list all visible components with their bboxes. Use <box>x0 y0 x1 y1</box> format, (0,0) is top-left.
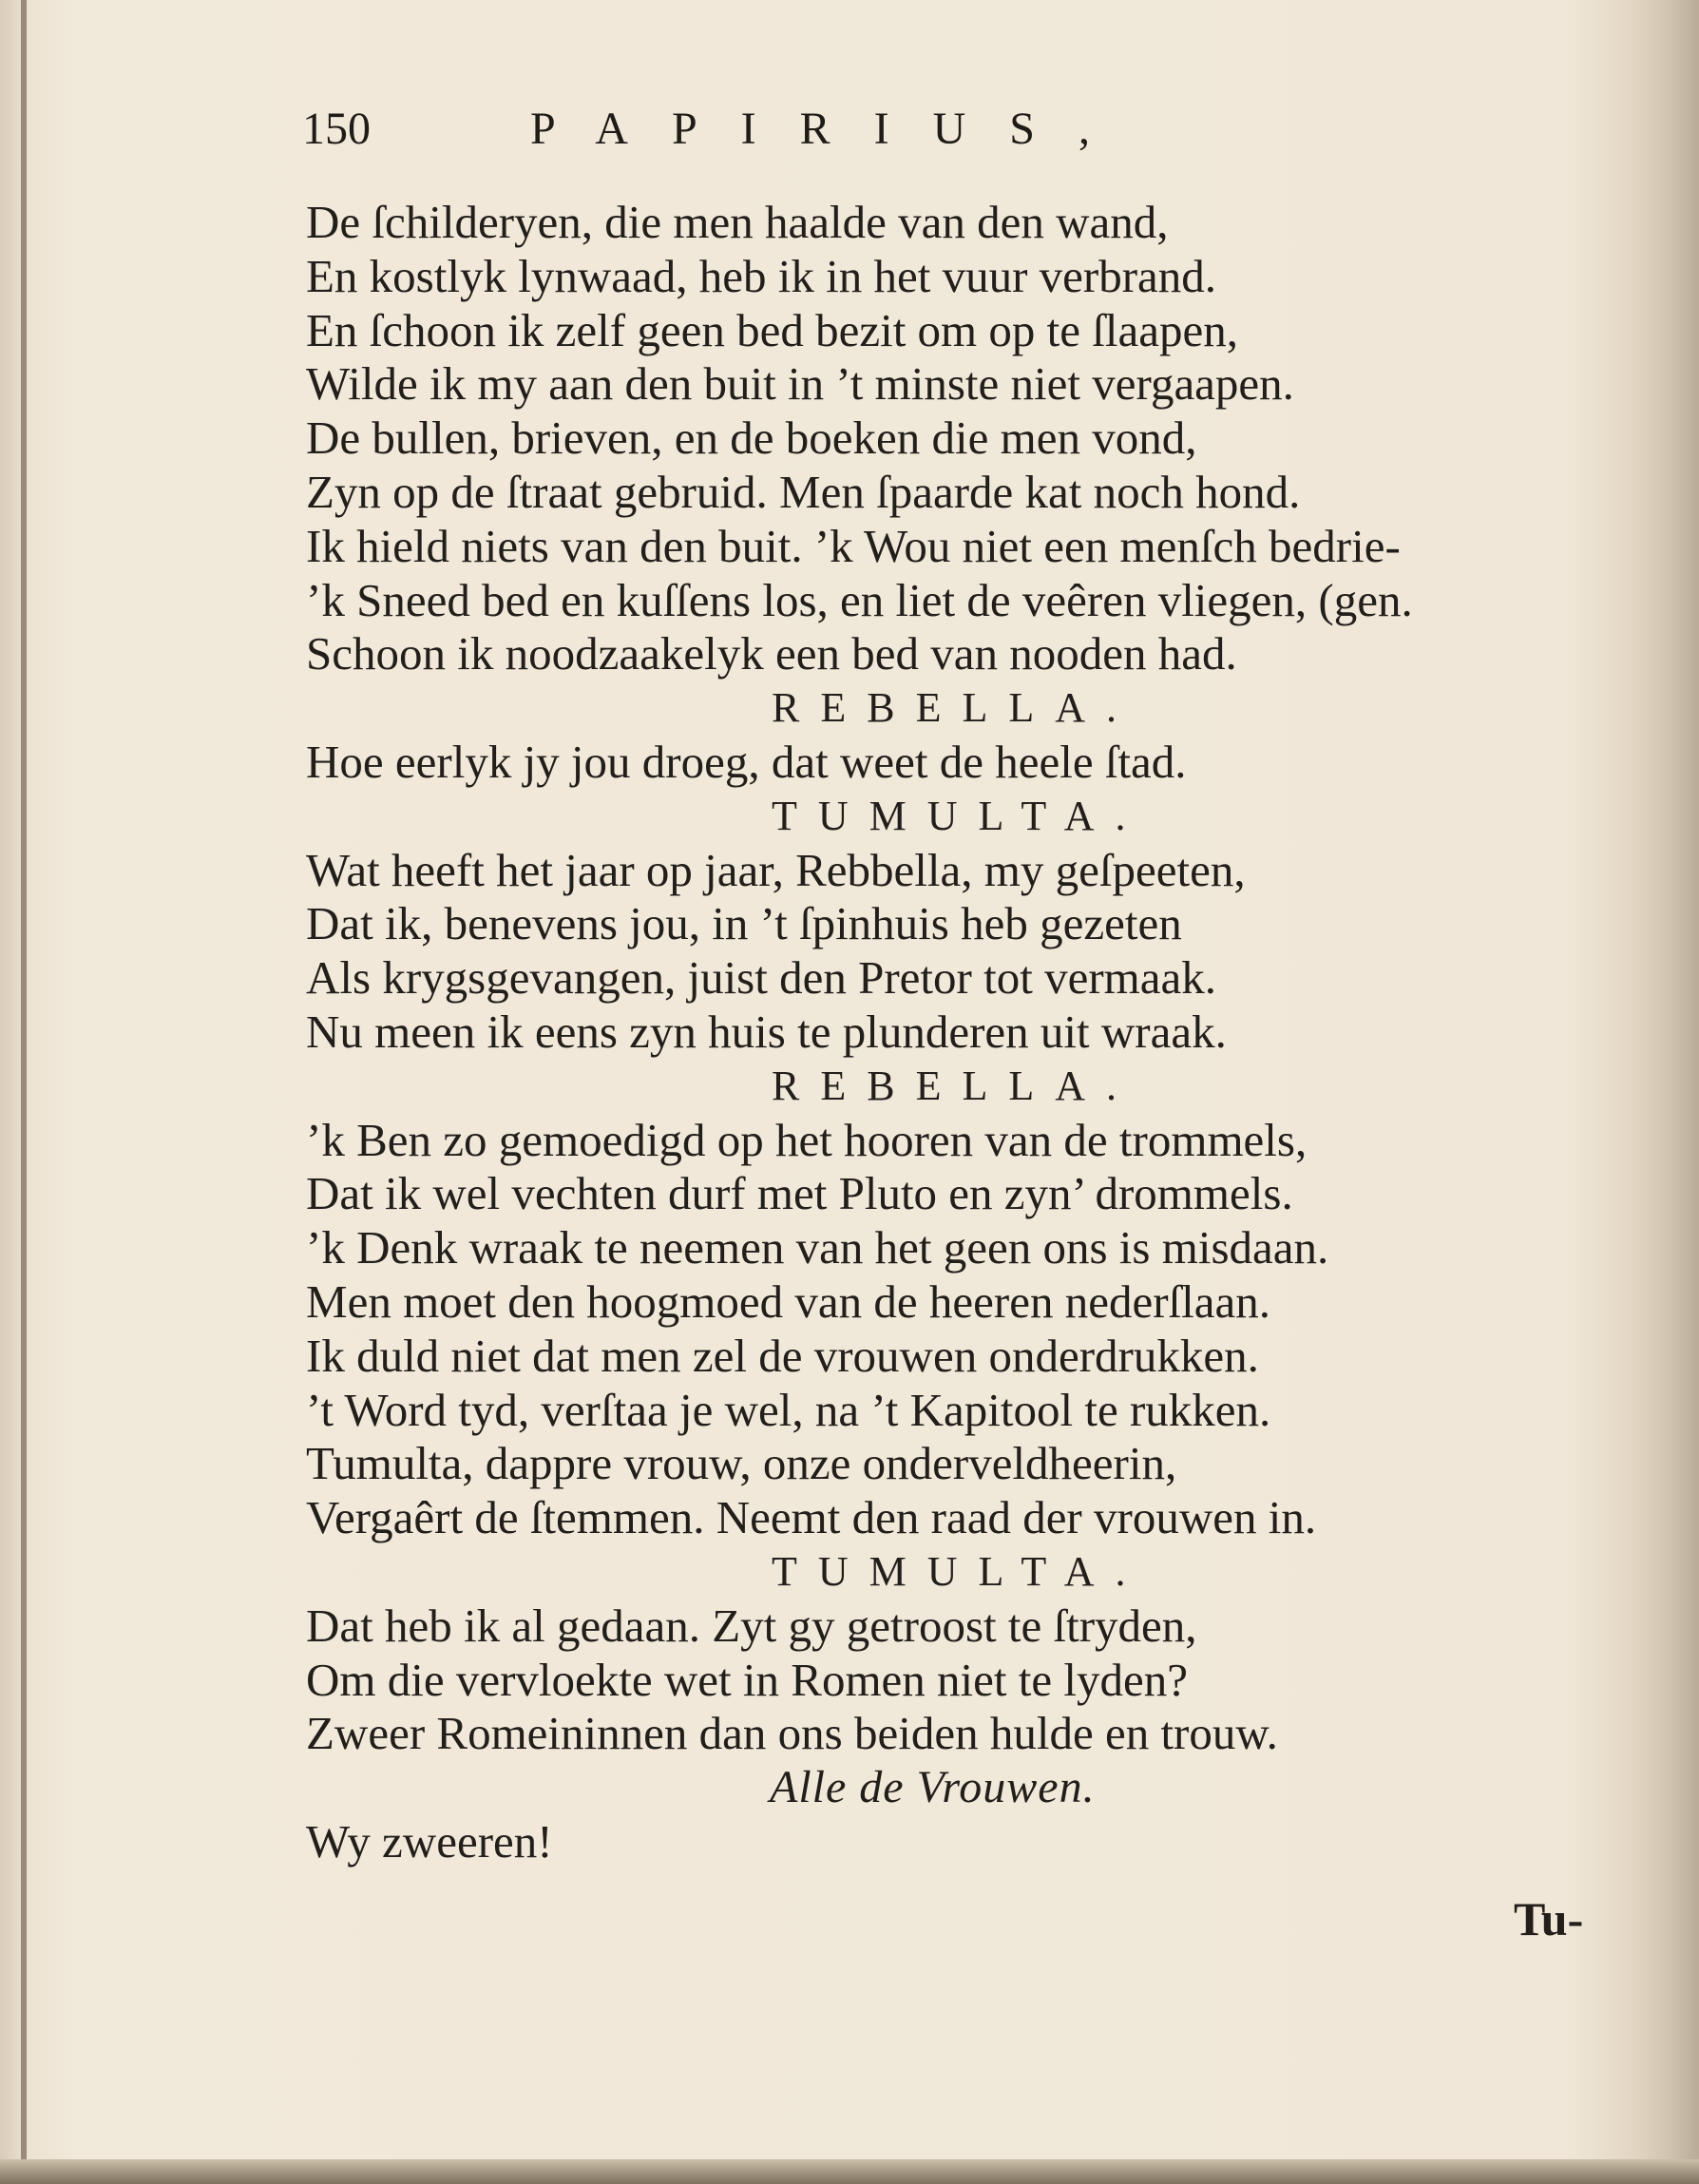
verse-text <box>306 196 1617 1869</box>
verse-line: Nu meen ik eens zyn huis te plunderen uit wraak. <box>306 1005 1227 1058</box>
page-header <box>302 103 1537 169</box>
verse-line: Tumulta, dappre vrouw, onze onderveldheerin, <box>306 1437 1177 1490</box>
verse-line: De ſchilderyen, die men haalde van den wand, <box>306 196 1169 248</box>
speaker-name: REBELLA. <box>772 684 1137 732</box>
binding-edge <box>21 0 27 2184</box>
running-title: PAPIRIUS, <box>530 104 1134 154</box>
verse-line: Dat heb ik al gedaan. Zyt gy getroost te ſtryden, <box>306 1599 1197 1652</box>
verse-line: ’k Sneed bed en kuſſens los, en liet de veêren vliegen, (gen. <box>306 573 1413 626</box>
speaker-name: REBELLA. <box>772 1062 1137 1109</box>
verse-line: En kostlyk lynwaad, heb ik in het vuur verbrand. <box>306 249 1217 302</box>
verse-line: Hoe eerlyk jy jou droeg, dat weet de heele ſtad. <box>306 735 1187 788</box>
verse-line: Als krygsgevangen, juist den Pretor tot vermaak. <box>306 951 1217 1005</box>
verse-line: Wilde ik my aan den buit in ’t minste niet vergaapen. <box>306 357 1294 411</box>
verse-line: Dat ik, benevens jou, in ’t ſpinhuis heb gezeten <box>306 897 1182 950</box>
page-number: 150 <box>302 104 371 154</box>
speaker-name: TUMULTA. <box>772 792 1147 839</box>
verse-line: Men moet den hoogmoed van de heeren nederſlaan. <box>306 1274 1271 1328</box>
speaker-name: TUMULTA. <box>772 1547 1147 1595</box>
verse-line: Wat heeft het jaar op jaar, Rebbella, my geſpeeten, <box>306 843 1246 896</box>
verse-line: Wy zweeren! <box>306 1814 553 1868</box>
verse-line: Ik duld niet dat men zel de vrouwen onderdrukken. <box>306 1329 1259 1382</box>
verse-line: En ſchoon ik zelf geen bed bezit om op te ſlaapen, <box>306 303 1239 356</box>
speaker-name: Alle de Vrouwen. <box>770 1762 1096 1813</box>
verse-line: Dat ik wel vechten durf met Pluto en zyn’ drommels. <box>306 1167 1293 1220</box>
verse-line: Zyn op de ſtraat gebruid. Men ſpaarde kat noch hond. <box>306 465 1301 518</box>
verse-line: Schoon ik noodzaakelyk een bed van nooden had. <box>306 627 1237 680</box>
verse-line: Vergaêrt de ſtemmen. Neemt den raad der vrouwen in. <box>306 1491 1317 1544</box>
verse-line: Om die vervloekte wet in Romen niet te lyden? <box>306 1653 1189 1706</box>
verse-line: ’k Ben zo gemoedigd op het hooren van de trommels, <box>306 1113 1308 1166</box>
catchword: Tu- <box>1514 1892 1584 1945</box>
page-bottom-shadow <box>0 2159 1699 2184</box>
verse-line: ’k Denk wraak te neemen van het geen ons is misdaan. <box>306 1221 1329 1274</box>
verse-line: De bullen, brieven, en de boeken die men vond, <box>306 412 1197 465</box>
verse-line: Ik hield niets van den buit. ’k Wou niet een menſch bedrie- <box>306 519 1401 572</box>
verse-line: ’t Word tyd, verſtaa je wel, na ’t Kapitool te rukken. <box>306 1383 1271 1436</box>
verse-line: Zweer Romeininnen dan ons beiden hulde en trouw. <box>306 1707 1278 1760</box>
